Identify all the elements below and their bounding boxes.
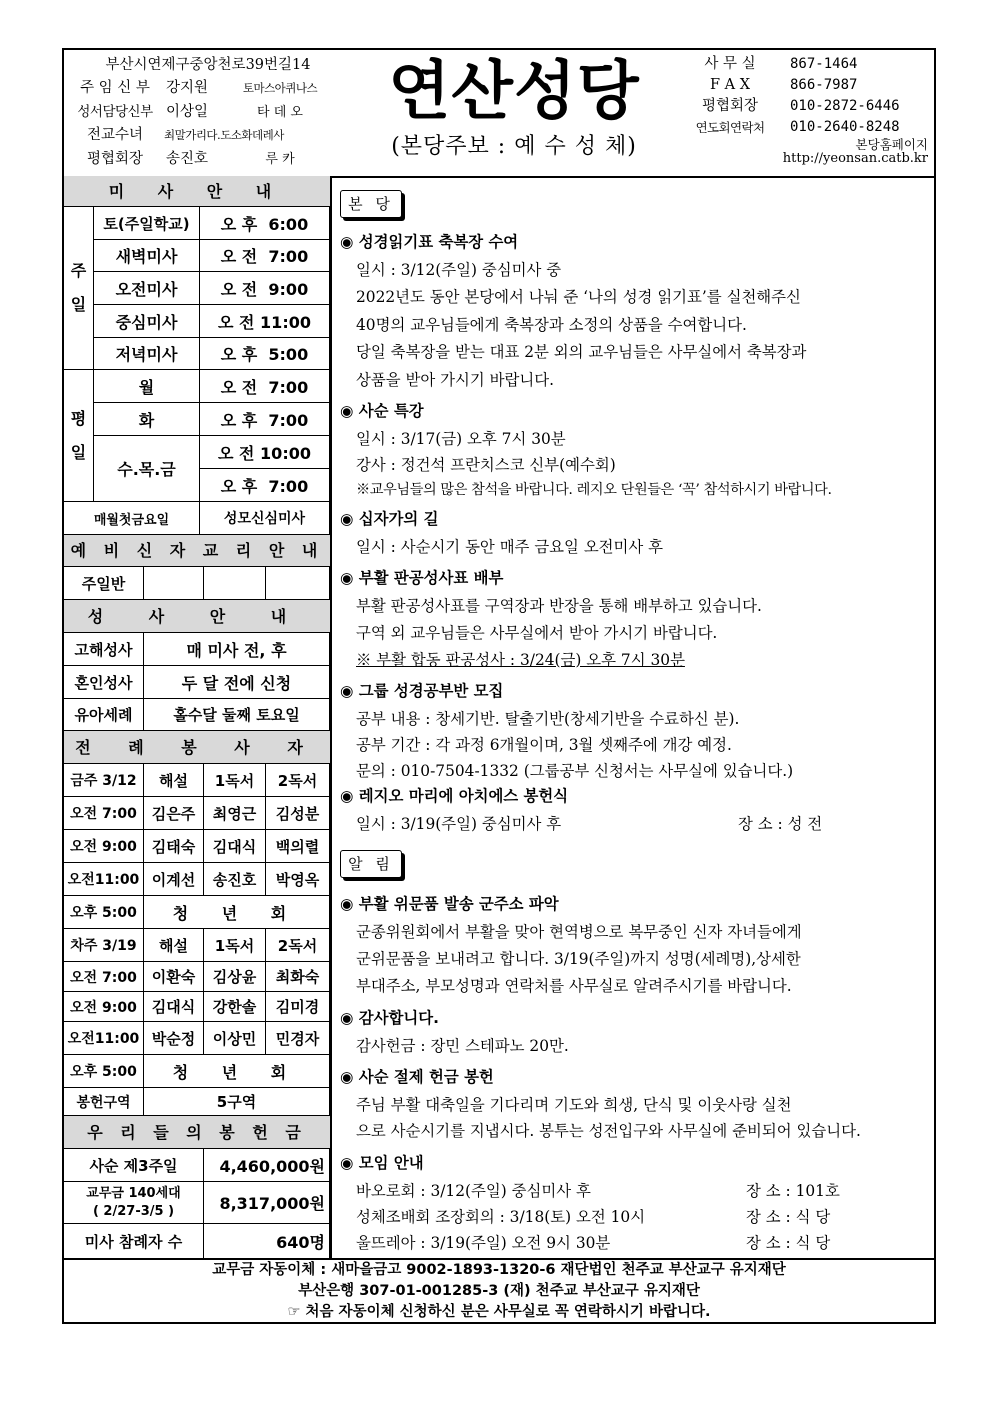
notice-line: 40명의 교우님들에게 축복장과 소정의 상품을 수여합니다. [356, 316, 747, 334]
meeting-item: 바오로회 : 3/12(주일) 중심미사 후 [356, 1182, 591, 1200]
server-name: 김은주 [144, 797, 204, 830]
notice-line: 공부 기간 : 각 과정 6개월이며, 3월 셋째주에 개강 예정. [356, 736, 732, 754]
server-name: 송진호 [204, 863, 266, 896]
notice-line: 군위문품을 보내려고 합니다. 3/19(주일)까지 성명(세례명),상세한 [356, 950, 801, 968]
contact-row: 사 무 실 867-1464 [704, 56, 858, 72]
notice-title: ◉ 성경읽기표 축복장 수여 [340, 233, 519, 251]
mass-time: 오 전 7:00 [200, 240, 330, 272]
notice-title: ◉ 그룹 성경공부반 모집 [340, 682, 504, 700]
servers-column-header: 해설 [144, 764, 204, 797]
servers-mass-time: 오전 9:00 [64, 992, 144, 1022]
sacrament-heading: 성 사 안 내 [64, 600, 330, 633]
notice-title: ◉ 감사합니다. [340, 1009, 439, 1027]
notice-line: 일시 : 사순시기 동안 매주 금요일 오전미사 후 [356, 538, 664, 556]
notice-line: 주님 부활 대축일을 기다리며 기도와 희생, 단식 및 이웃사랑 실천 [356, 1096, 792, 1114]
notice-title: ◉ 모임 안내 [340, 1154, 424, 1172]
notice-line: 강사 : 정건석 프란치스코 신부(예수회) [356, 456, 616, 474]
sacrament-value: 매 미사 전, 후 [144, 633, 330, 666]
servers-mass-time: 오전 7:00 [64, 962, 144, 992]
staff-row: 평협회장 송진호 루 카 [86, 150, 295, 167]
servers-mass-time: 오후 5:00 [64, 1055, 144, 1088]
offering-amount: 640명 [204, 1224, 330, 1258]
servers-mass-time: 오전11:00 [64, 863, 144, 896]
servers-week-label: 금주 3/12 [64, 764, 144, 797]
server-name: 김대식 [204, 830, 266, 863]
servers-column-header: 1독서 [204, 764, 266, 797]
offering-district-value: 5구역 [144, 1088, 330, 1116]
bulletin-footer [64, 1258, 934, 1324]
mass-schedule-heading: 미 사 안 내 [64, 176, 330, 207]
servers-column-header: 해설 [144, 929, 204, 962]
empty-cell [204, 567, 266, 600]
notice-title: ◉ 부활 위문품 발송 군주소 파악 [340, 895, 559, 913]
mass-name: 수.목.금 [94, 436, 200, 502]
offering-amount: 8,317,000원 [204, 1182, 330, 1224]
bulletin-header [64, 50, 934, 178]
staff-row: 성서담당신부 이상일 타 데 오 [77, 103, 303, 120]
notice-title: ◉ 레지오 마리에 아치에스 봉헌식 [340, 787, 569, 805]
bulletin-title: 연산성당 [388, 55, 640, 129]
offering-label: 교무금 140세대 ( 2/27-3/5 ) [64, 1182, 204, 1224]
server-name: 이상민 [204, 1022, 266, 1055]
notices-column [332, 176, 934, 1258]
offering-label: 미사 참례자 수 [64, 1224, 204, 1258]
parish-news-tag: 본 당 [340, 190, 402, 218]
auto-transfer-info: 교무금 자동이체 : 새마을금고 9002-1893-1320-6 재단법인 천주교 부산교구 유지재단 [212, 1262, 786, 1278]
server-name: 김성분 [266, 797, 330, 830]
catechumen-row-label: 주일반 [64, 567, 144, 600]
contact-row: F A X 866-7987 [709, 77, 858, 93]
meeting-item: 성체조배회 조장회의 : 3/18(토) 오전 10시 [356, 1208, 646, 1226]
mass-time: 오 후 7:00 [200, 403, 330, 436]
auto-transfer-notice: ☞ 처음 자동이체 신청하신 분은 사무실로 꼭 연락하시기 바랍니다. [287, 1304, 711, 1320]
notice-line: 부대주소, 부모성명과 연락처를 사무실로 알려주시기를 바랍니다. [356, 977, 792, 995]
notice-line: 으로 사순시기를 지냅시다. 봉투는 성전입구와 사무실에 준비되어 있습니다. [356, 1122, 861, 1140]
mass-time: 오 후 5:00 [200, 338, 330, 370]
parish-staff-info [74, 54, 342, 171]
mass-time: 오 후 6:00 [200, 207, 330, 240]
servers-mass-time: 오전11:00 [64, 1022, 144, 1055]
notice-line: 문의 : 010-7504-1332 (그룹공부 신청서는 사무실에 있습니다.) [356, 762, 794, 780]
mass-name: 월 [94, 370, 200, 403]
sunday-label: 주일 [64, 207, 94, 370]
server-name: 이계선 [144, 863, 204, 896]
catechumen-heading: 예 비 신 자 교 리 안 내 [64, 535, 330, 567]
offering-district-label: 봉헌구역 [64, 1088, 144, 1116]
notice-line: 2022년도 동안 본당에서 나눠 준 ‘나의 성경 읽기표’를 실천해주신 [356, 288, 801, 306]
server-name: 최영근 [204, 797, 266, 830]
mass-name: 중심미사 [94, 305, 200, 338]
weekday-label: 평일 [64, 370, 94, 502]
server-name: 민경자 [266, 1022, 330, 1055]
servers-mass-time: 오후 5:00 [64, 896, 144, 929]
servers-group: 청 년 회 [144, 1055, 330, 1088]
first-friday-label: 매월첫금요일 [64, 502, 200, 535]
servers-heading: 전 례 봉 사 자 [64, 731, 330, 764]
servers-group: 청 년 회 [144, 896, 330, 929]
notice-line: 부활 판공성사표를 구역장과 반장을 통해 배부하고 있습니다. [356, 597, 762, 615]
left-info-column [64, 176, 332, 1258]
notice-line: 일시 : 3/12(주일) 중심미사 중 [356, 261, 562, 279]
notice-line: 당일 축복장을 받는 대표 2분 외의 교우님들은 사무실에서 축복장과 [356, 343, 807, 361]
server-name: 김태숙 [144, 830, 204, 863]
bank-account-info: 부산은행 307-01-001285-3 (재) 천주교 부산교구 유지재단 [298, 1283, 700, 1299]
notice-line: ※ 부활 합동 판공성사 : 3/24(금) 오후 7시 30분 [356, 651, 685, 669]
notice-line: 일시 : 3/17(금) 오후 7시 30분 [356, 430, 566, 448]
sacrament-name: 유아세례 [64, 699, 144, 731]
meeting-place: 장 소 : 식 당 [746, 1208, 831, 1226]
mass-name: 새벽미사 [94, 240, 200, 272]
server-name: 김미경 [266, 992, 330, 1022]
notice-line: 공부 내용 : 창세기반. 탈출기반(창세기반을 수료하신 분). [356, 710, 740, 728]
server-name: 김상윤 [204, 962, 266, 992]
contact-row: 평협회장 010-2872-6446 [701, 98, 900, 114]
sacrament-value: 홀수달 둘째 토요일 [144, 699, 330, 731]
sacrament-value: 두 달 전에 신청 [144, 666, 330, 699]
meeting-item: 울뜨레아 : 3/19(주일) 오전 9시 30분 [356, 1234, 611, 1252]
notice-line: 구역 외 교우님들은 사무실에서 받아 가시기 바랍니다. [356, 624, 718, 642]
contact-info [684, 54, 934, 166]
notice-title: ◉ 사순 특강 [340, 402, 424, 420]
notice-line: 상품을 받아 가시기 바랍니다. [356, 371, 554, 389]
servers-mass-time: 오전 9:00 [64, 830, 144, 863]
meeting-place: 장 소 : 식 당 [746, 1234, 831, 1252]
offering-heading: 우 리 들 의 봉 헌 금 [64, 1116, 330, 1149]
meeting-place: 장 소 : 101호 [746, 1182, 840, 1200]
sacrament-name: 혼인성사 [64, 666, 144, 699]
mass-time: 오 후 7:00 [200, 469, 330, 502]
bulletin-page [62, 48, 936, 1324]
homepage-link[interactable]: http://yeonsan.catb.kr [782, 151, 928, 166]
server-name: 강한솔 [204, 992, 266, 1022]
bulletin-subtitle: (본당주보 : 예 수 성 체) [391, 134, 637, 159]
empty-cell [144, 567, 204, 600]
mass-name: 오전미사 [94, 272, 200, 305]
notice-place: 장 소 : 성 전 [738, 815, 823, 833]
contact-row: 연도회연락처 010-2640-8248 [695, 119, 900, 135]
servers-week-label: 차주 3/19 [64, 929, 144, 962]
notice-title: ◉ 십자가의 길 [340, 510, 439, 528]
mass-name: 토(주일학교) [94, 207, 200, 240]
parish-address: 부산시연제구중앙천로39번길14 [105, 57, 311, 73]
homepage-label: 본당홈페이지 [855, 137, 928, 152]
server-name: 김대식 [144, 992, 204, 1022]
server-name: 박영옥 [266, 863, 330, 896]
mass-time: 오 전 10:00 [200, 436, 330, 469]
servers-mass-time: 오전 7:00 [64, 797, 144, 830]
sacrament-name: 고해성사 [64, 633, 144, 666]
servers-column-header: 2독서 [266, 764, 330, 797]
server-name: 이환숙 [144, 962, 204, 992]
server-name: 박순정 [144, 1022, 204, 1055]
server-name: 백의렬 [266, 830, 330, 863]
first-friday-value: 성모신심미사 [200, 502, 330, 535]
staff-row: 전교수녀 최말가리다.도소화데레사 [86, 127, 284, 144]
offering-label: 사순 제3주일 [64, 1149, 204, 1182]
announcements-tag: 알 림 [340, 850, 402, 878]
notice-line: 감사헌금 : 장민 스테파노 20만. [356, 1037, 569, 1055]
notice-line: ※교우님들의 많은 참석을 바랍니다. 레지오 단원들은 ‘꼭’ 참석하시기 바랍니다. [356, 482, 832, 498]
notice-line: 군종위원회에서 부활을 맞아 현역병으로 복무중인 신자 자녀들에게 [356, 923, 802, 941]
mass-name: 화 [94, 403, 200, 436]
notice-title: ◉ 부활 판공성사표 배부 [340, 569, 504, 587]
mass-time: 오 전 9:00 [200, 272, 330, 305]
server-name: 최화숙 [266, 962, 330, 992]
empty-cell [266, 567, 330, 600]
offering-amount: 4,460,000원 [204, 1149, 330, 1182]
servers-column-header: 1독서 [204, 929, 266, 962]
servers-column-header: 2독서 [266, 929, 330, 962]
staff-row: 주 임 신 부 강지원 토마스아퀴나스 [80, 80, 318, 97]
mass-name: 저녁미사 [94, 338, 200, 370]
notice-title: ◉ 사순 절제 헌금 봉헌 [340, 1068, 494, 1086]
notice-line: 일시 : 3/19(주일) 중심미사 후 [356, 815, 562, 833]
mass-time: 오 전 11:00 [200, 305, 330, 338]
mass-time: 오 전 7:00 [200, 370, 330, 403]
